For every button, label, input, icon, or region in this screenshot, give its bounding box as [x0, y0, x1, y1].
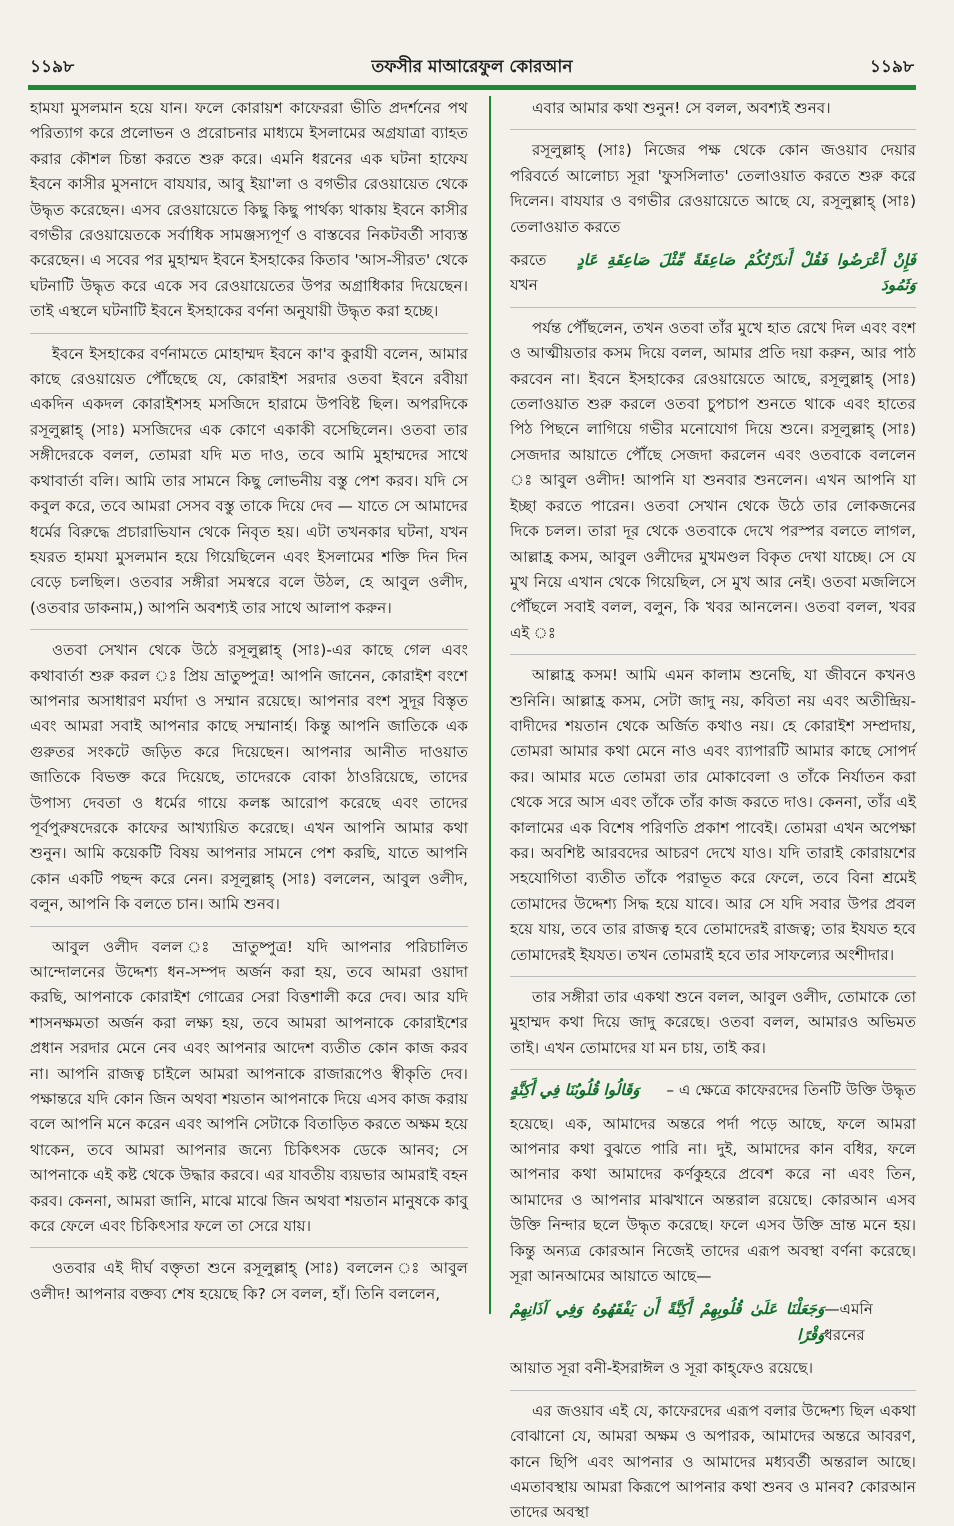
- right-column: [510, 96, 916, 1522]
- divider: [510, 1390, 916, 1391]
- paragraph: হামযা মুসলমান হয়ে যান। ফলে কোরায়শ কাফেররা ভীতি প্রদর্শনের পথ পরিত্যাগ করে প্রলোভন ও প্ররোচনার মাধ্যমে ইসলামের অগ্রযাত্রা ব্যাহত করার কৌশল চিন্তা করতে শুরু করে। এমনি ধরনের এক ঘটনা হাফেয ইবনে কাসীর মুসনাদে বাযযার, আবু ইয়া'লা ও বগভীর রেওয়ায়েত থেকে উদ্ধৃত করেছেন। এসব রেওয়ায়েতে কিছু কিছু পার্থক্য থাকায় ইবনে কাসীর বগভীর রেওয়ায়েতকে সর্বাধিক সামঞ্জস্যপূর্ণ ও বাস্তবের নিকটবর্তী সাব্যস্ত করেছেন। এ সবের পর মুহাম্মদ ইবনে ইসহাকের কিতাব 'আস-সীরত' থেকে ঘটনাটি উদ্ধৃত করে একে সব রেওয়ায়েতের উপর অগ্রাধিকার দিয়েছেন। তাই এস্থলে ঘটনাটি ইবনে ইসহাকের বর্ণনা অনুযায়ী উদ্ধৃত করা হচ্ছে।: [30, 99, 468, 321]
- header-rule: [28, 85, 916, 90]
- paragraph: পর্যন্ত পৌঁছলেন, তখন ওতবা তাঁর মুখে হাত রেখে দিল এবং বংশ ও আত্মীয়তার কসম দিয়ে বলল, আমার প্রতি দয়া করুন, আর পাঠ করবেন না। ইবনে ইসহাকের রেওয়ায়েতে আছে, রসূলুল্লাহ্ (সাঃ) তেলাওয়াত শুরু করলে ওতবা চুপচাপ শুনতে থাকে এবং হাতের পিঠ পিছনে লাগিয়ে গভীর মনোযোগ দিয়ে শুনে। রসূলুল্লাহ্ (সাঃ) সেজদার আয়াতে পৌঁছে সেজদা করলেন এবং ওতবাকে বললেন ঃ আবুল ওলীদ! আপনি যা শুনবার শুনলেন। এখন আপনি যা ইচ্ছা করতে পারেন। ওতবা সেখান থেকে উঠে তার লোকজনের দিকে চলল। তারা দূর থেকে ওতবাকে দেখে পরস্পর বলতে লাগল, আল্লাহ্র কসম, আবুল ওলীদের মুখমণ্ডল বিকৃত দেখা যাচ্ছে। সে যে মুখ নিয়ে এখান থেকে গিয়েছিল, সে মুখ আর নেই। ওতবা মজলিসে পৌঁছলে সবাই বলল, বলুন, কি খবর আনলেন। ওতবা বলল, খবর এই ঃ: [510, 318, 916, 642]
- divider: [510, 654, 916, 655]
- divider: [30, 629, 468, 630]
- paragraph: ওতবা সেখান থেকে উঠে রসূলুল্লাহ্ (সাঃ)-এর কাছে গেল এবং কথাবার্তা শুরু করল ঃ প্রিয় ভ্রাতুষ্পুত্র! আপনি জানেন, কোরাইশ বংশে আপনার অসাধারণ মর্যাদা ও সম্মান রয়েছে। আপনার বংশ সুদূর বিস্তৃত এবং আমরা সবাই আপনার কাছে সম্মানার্হ। কিন্তু আপনি জাতিকে এক গুরুতর সংকটে জড়িত করে দিয়েছেন। আপনার আনীত দাওয়াত জাতিকে বিভক্ত করে দিয়েছে, তাদেরকে বোকা ঠাওরিয়েছে, তাদের উপাস্য দেবতা ও ধর্মের গায়ে কলঙ্ক আরোপ করেছে এবং তাদের পূর্বপুরুষদেরকে কাফের আখ্যায়িত করেছে। এখন আপনি আমার কথা শুনুন। আমি কয়েকটি বিষয় আপনার সামনে পেশ করছি, যাতে আপনি কোন একটি পছন্দ করে নেন। রসূলুল্লাহ্ (সাঃ) বললেন, আবুল ওলীদ, বলুন, আপনি কি বলতে চান। আমি শুনব।: [30, 641, 468, 914]
- page-number-right: ১১৯৮: [869, 57, 914, 77]
- divider: [30, 926, 468, 927]
- paragraph: আবুল ওলীদ বলল ঃ ভ্রাতুষ্পুত্র! যদি আপনার পরিচালিত আন্দোলনের উদ্দেশ্য ধন-সম্পদ অর্জন করা হয়, তবে আমরা ওয়াদা করছি, আপনাকে কোরাইশ গোত্রের সেরা বিত্তশালী করে দেব। আর যদি শাসনক্ষমতা অর্জন করা লক্ষ্য হয়, তবে আমরা আপনাকে কোরাইশের প্রধান সরদার মেনে নেব এবং আপনার আদেশ ব্যতীত কোন কাজ করব না। আপনি রাজত্ব চাইলে আমরা আপনাকে রাজারূপেও স্বীকৃতি দেব। পক্ষান্তরে যদি কোন জিন অথবা শয়তান আপনাকে দিয়ে এসব কাজ করায় বলে আপনি মনে করেন এবং আপনি সেটাকে বিতাড়িত করতে অক্ষম হয়ে থাকেন, তবে আমরা আপনার জন্যে চিকিৎসক ডেকে আনব; সে আপনাকে এই কষ্ট থেকে উদ্ধার করবে। এর যাবতীয় ব্যয়ভার আমরাই বহন করব। কেননা, আমরা জানি, মাঝে মাঝে জিন অথবা শয়তান মানুষকে কাবু করে ফেলে এবং চিকিৎসার ফলে তা সেরে যায়।: [30, 937, 468, 1236]
- verse-line: [510, 1297, 916, 1348]
- paragraph: হয়েছে। এক, আমাদের অন্তরে পর্দা পড়ে আছে, ফলে আমরা আপনার কথা বুঝতে পারি না। দুই, আমাদের কান বধির, ফলে আপনার কথা আমাদের কর্ণকুহরে প্রবেশ করে না এবং তিন, আমাদের ও আপনার মাঝখানে অন্তরাল রয়েছে। কোরআন এসব উক্তি নিন্দার ছলে উদ্ধৃত করেছে। ফলে এসব উক্তি ভ্রান্ত মনে হয়। কিন্তু অন্যত্র কোরআন নিজেই তাদের এরূপ অবস্থা বর্ণনা করেছে। সূরা আনআমের আয়াতে আছে—: [510, 1114, 916, 1286]
- paragraph: তার সঙ্গীরা তার একথা শুনে বলল, আবুল ওলীদ, তোমাকে তো মুহাম্মদ কথা দিয়ে জাদু করেছে। ওতবা বলল, আমারও অভিমত তাই। এখন তোমাদের যা মন চায়, তাই কর।: [510, 988, 916, 1057]
- paragraph: ওতবার এই দীর্ঘ বক্তৃতা শুনে রসূলুল্লাহ্ (সাঃ) বললেন ঃ আবুল ওলীদ! আপনার বক্তব্য শেষ হয়েছে কি? সে বলল, হাঁ। তিনি বললেন,: [30, 1259, 468, 1303]
- divider: [510, 129, 916, 130]
- paragraph: আয়াত সূরা বনী-ইসরাঈল ও সূরা কাহ্‌ফেও রয়েছে।: [510, 1359, 814, 1378]
- column-divider: [489, 96, 491, 1314]
- divider: [510, 1069, 916, 1070]
- divider: [510, 976, 916, 977]
- verse-line: [510, 1078, 916, 1103]
- arabic-verse: وَجَعَلْنَا عَلَىٰ قُلُوبِهِمْ أَكِنَّةً أَن يَفْقَهُوهُ وَفِي آذَانِهِمْ وَقْرًا: [510, 1300, 825, 1344]
- paragraph: আল্লাহ্র কসম! আমি এমন কালাম শুনেছি, যা জীবনে কখনও শুনিনি। আল্লাহ্র কসম, সেটা জাদু নয়, কবিতা নয় এবং অতীন্দ্রিয়-বাদীদের শয়তান থেকে অর্জিত কথাও নয়। হে কোরাইশ সম্প্রদায়, তোমরা আমার কথা মেনে নাও এবং ব্যাপারটি আমার কাছে সোপর্দ কর। আমার মতে তোমরা তার মোকাবেলা ও তাঁকে নির্যাতন করা থেকে সরে আস এবং তাঁকে তাঁর কাজ করতে দাও। কেননা, তাঁর এই কালামের এক বিশেষ পরিণতি প্রকাশ পাবেই। তোমরা এখন অপেক্ষা কর। অবশিষ্ট আরবদের আচরণ দেখে যাও। যদি তারাই কোরায়শের সহযোগিতা ব্যতীত তাঁকে পরাভূত করে ফেলে, তবে বিনা শ্রমেই তোমাদের উদ্দেশ্য সিদ্ধ হয়ে যাবে। আর সে যদি সবার উপর প্রবল হয়ে যায়, তবে তার রাজত্ব হবে তোমাদেরই রাজত্ব; তার ইযযত হবে তোমাদেরই ইযযত। তখন তোমরাই হবে তার সাফল্যের অংশীদার।: [510, 666, 916, 964]
- page-header: [30, 48, 914, 88]
- verse-line: [510, 248, 916, 299]
- verse-commentary: – এ ক্ষেত্রে কাফেরদের তিনটি উক্তি উদ্ধৃত: [666, 1081, 916, 1100]
- divider: [30, 333, 468, 334]
- divider: [510, 307, 916, 308]
- verse-lead-text: করতে যখন: [510, 251, 547, 295]
- paragraph: এবার আমার কথা শুনুন! সে বলল, অবশ্যই শুনব।: [532, 99, 831, 117]
- paragraph: এর জওয়াব এই যে, কাফেরদের এরূপ বলার উদ্দেশ্য ছিল একথা বোঝানো যে, আমরা অক্ষম ও অপারক, আমাদের অন্তরে আবরণ, কানে ছিপি এবং আপনার ও আমাদের মধ্যবর্তী অন্তরাল আছে। এমতাবস্থায় আমরা কিরূপে আপনার কথা শুনব ও মানব? কোরআন তাদের অবস্থা: [510, 1401, 916, 1522]
- arabic-verse: وَقَالُوا قُلُوبُنَا فِي أَكِنَّةٍ: [510, 1081, 640, 1100]
- page-number-left: ১১৯৮: [30, 57, 75, 77]
- arabic-verse: فَإِنْ أَعْرَضُوا فَقُلْ أَنذَرْتُكُمْ صَاعِقَةً مِّثْلَ صَاعِقَةِ عَادٍ وَثَمُودَ: [577, 251, 916, 295]
- divider: [30, 1247, 468, 1248]
- verse-trailing-text: —এমনি ধরনের: [824, 1300, 873, 1344]
- paragraph: রসূলুল্লাহ্ (সাঃ) নিজের পক্ষ থেকে কোন জওয়াব দেয়ার পরিবর্তে আলোচ্য সূরা 'ফুসসিলাত' তেলাওয়াত করতে শুরু করে দিলেন। বাযযার ও বগভীর রেওয়ায়েতে আছে যে, রসূলুল্লাহ্ (সাঃ) তেলাওয়াত করতে: [510, 141, 916, 236]
- running-title: তফসীর মাআরেফুল কোরআন: [371, 57, 573, 77]
- left-column: [30, 96, 468, 1352]
- paragraph: ইবনে ইসহাকের বর্ণনামতে মোহাম্মদ ইবনে কা'ব কুরাযী বলেন, আমার কাছে রেওয়ায়েত পৌঁছেছে যে, কোরাইশ সরদার ওতবা ইবনে রবীয়া একদিন একদল কোরাইশসহ মসজিদে হারামে উপবিষ্ট ছিল। অপরদিকে রসূলুল্লাহ্ (সাঃ) মসজিদের এক কোণে একাকী বসেছিলেন। ওতবা তার সঙ্গীদেরকে বলল, তোমরা যদি মত দাও, তবে আমি মুহাম্মদের সাথে কথাবার্তা বলি। আমি তার সামনে কিছু লোভনীয় বস্তু পেশ করব। যদি সে কবুল করে, তবে আমরা সেসব বস্তু তাকে দিয়ে দেব — যাতে সে আমাদের ধর্মের বিরুদ্ধে প্রচারাভিযান থেকে নিবৃত হয়। এটা তখনকার ঘটনা, যখন হযরত হামযা মুসলমান হয়ে গিয়েছিলেন এবং ইসলামের শক্তি দিন দিন বেড়ে চলছিল। ওতবার সঙ্গীরা সমস্বরে বলে উঠল, হে আবুল ওলীদ, (ওতবার ডাকনাম,) আপনি অবশ্যই তার সাথে আলাপ করুন।: [30, 344, 468, 617]
